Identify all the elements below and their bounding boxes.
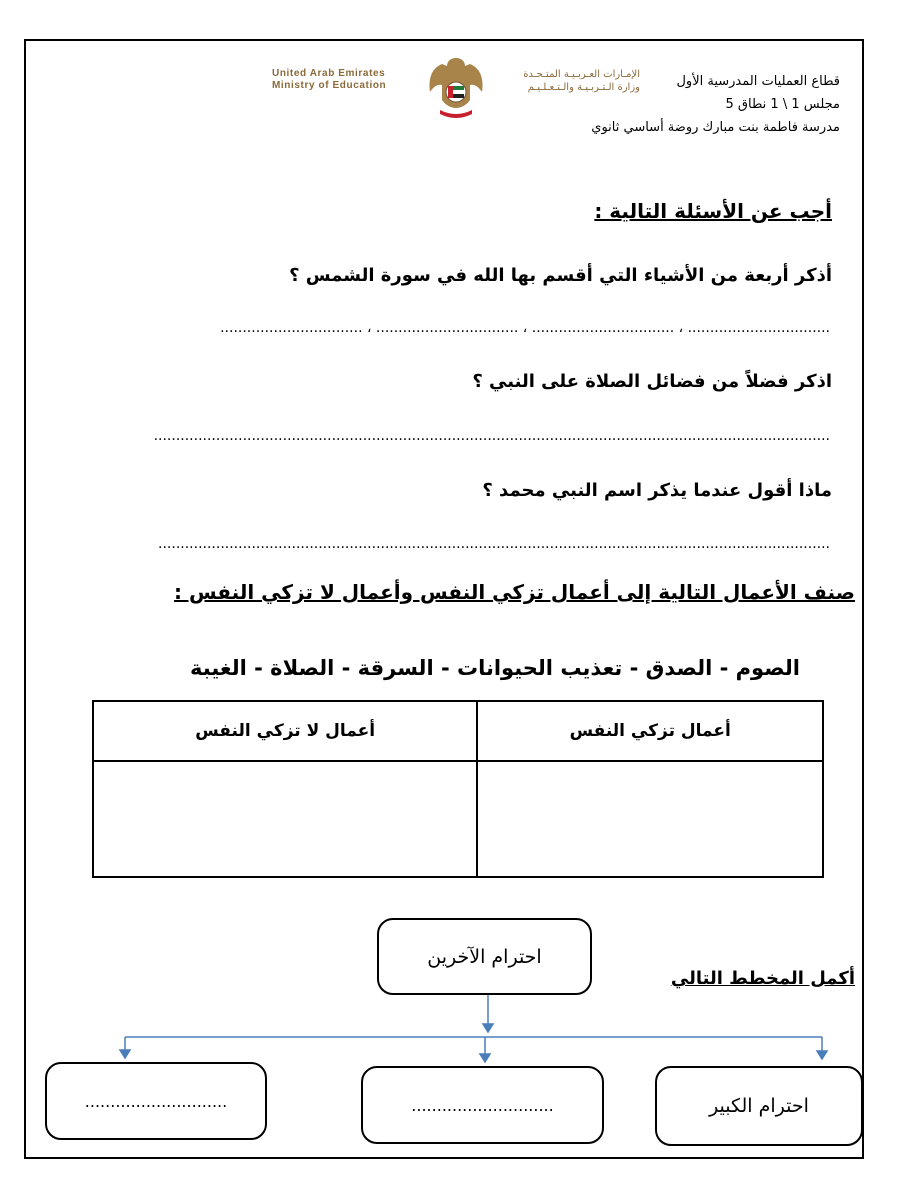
diagram-box-right <box>655 1066 863 1146</box>
question-3: ماذا أقول عندما يذكر اسم النبي محمد ؟ <box>482 480 832 501</box>
diagram-instruction: أكمل المخطط التالي <box>670 968 855 989</box>
column-header-not-purify: أعمال لا تزكي النفس <box>93 701 477 761</box>
answer-line-3[interactable]: ....................................................................................................................................................... <box>158 536 830 552</box>
box-right-label: احترام الكبير <box>709 1095 809 1117</box>
ministry-logo-arabic: الإمـارات العـربـيـة المتـحـدة وزارة الـتـربـيـة والـتـعـلـيـم <box>523 69 640 93</box>
section2-title: صنف الأعمال التالية إلى أعمال تزكي النفس وأعمال لا تزكي النفس : <box>174 580 855 604</box>
top-box-label: احترام الآخرين <box>427 945 542 968</box>
question-1: أذكر أربعة من الأشياء التي أقسم بها الله في سورة الشمس ؟ <box>289 265 832 286</box>
box-left-blank[interactable]: ............................ <box>84 1091 228 1111</box>
diagram-top-box <box>377 918 592 995</box>
column-header-purify: أعمال تزكي النفس <box>477 701 823 761</box>
box-middle-blank[interactable]: ............................ <box>411 1095 554 1115</box>
sector-name: قطاع العمليات المدرسية الأول <box>676 74 840 89</box>
answer-line-1[interactable]: ................................ ، ................................ ، ................................ ، ................................ <box>220 320 830 336</box>
ministry-logo-english: United Arab Emirates Ministry of Education <box>272 68 387 91</box>
section1-title: أجب عن الأسئلة التالية : <box>594 199 832 223</box>
diagram-box-left[interactable] <box>45 1062 267 1140</box>
council-zone: مجلس 1 \ 1 نطاق 5 <box>725 97 840 112</box>
school-name: مدرسة فاطمة بنت مبارك روضة أساسي ثانوي <box>591 120 840 135</box>
question-2: اذكر فضلاً من فضائل الصلاة على النبي ؟ <box>472 371 832 392</box>
word-bank: الصوم - الصدق - تعذيب الحيوانات - السرقة - الصلاة - الغيبة <box>190 656 800 680</box>
answer-line-2[interactable]: ........................................................................................................................................................ <box>153 428 830 444</box>
diagram-box-middle[interactable] <box>361 1066 604 1144</box>
